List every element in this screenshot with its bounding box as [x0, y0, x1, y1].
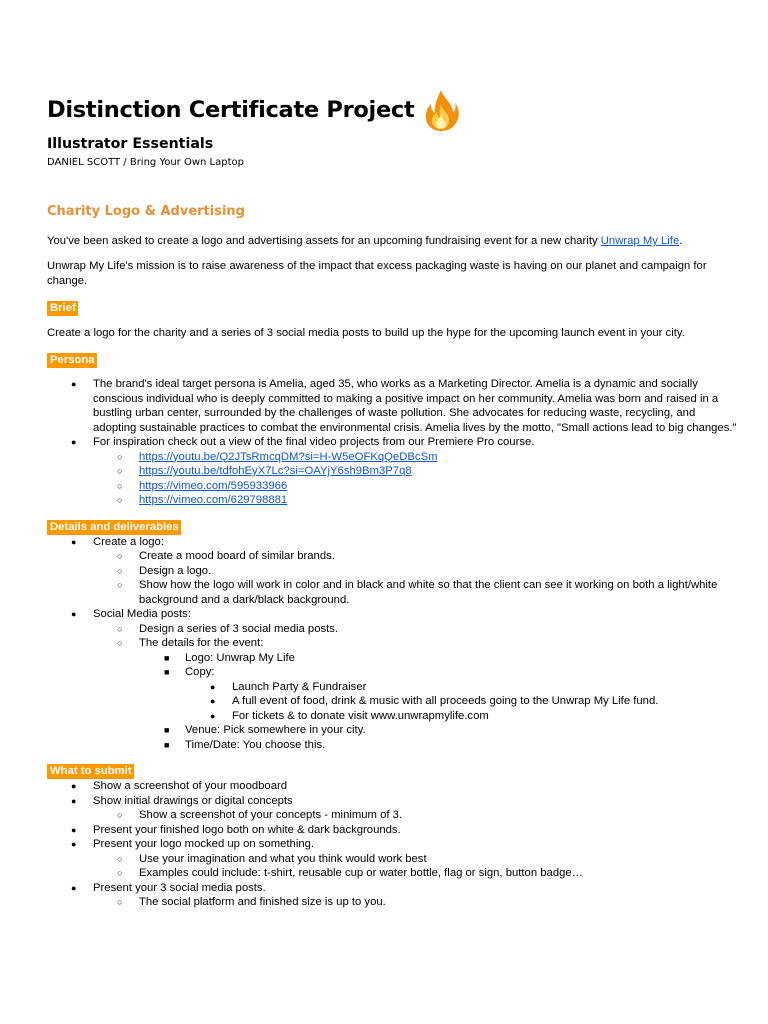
submit-item: Present your finished logo both on white & dark backgrounds.	[93, 823, 401, 836]
bullet-circle: ○	[117, 565, 123, 576]
bullet-circle: ○	[117, 853, 123, 864]
copy-item: Launch Party & Fundraiser	[232, 680, 367, 693]
brief-paragraph: Create a logo for the charity and a series of 3 social media posts to build up the hype for the upcoming launch event in your city.	[47, 327, 685, 339]
bullet-square: ■	[164, 652, 170, 663]
list-item	[47, 564, 737, 579]
video-link-1[interactable]: https://youtu.be/Q2JTsRmcqDM?si=H-W5eOFKqQeDBcSm	[139, 450, 438, 463]
list-item	[47, 636, 737, 651]
bullet-disc: ●	[71, 437, 77, 447]
bullet-disc: ●	[71, 882, 77, 893]
list-item	[47, 450, 737, 465]
charity-link[interactable]: Unwrap My Life	[600, 235, 680, 247]
list-item	[47, 794, 737, 809]
bullet-circle: ○	[117, 466, 123, 476]
video-link-4[interactable]: https://vimeo.com/629798881	[139, 494, 288, 506]
bullet-disc: ●	[210, 681, 216, 692]
logo-heading: Create a logo:	[93, 535, 164, 548]
intro-end: .	[679, 235, 683, 247]
bullet-disc: ●	[71, 609, 77, 619]
bullet-circle: ○	[117, 868, 123, 878]
list-item	[47, 837, 737, 852]
mission-paragraph: Unwrap My Life's mission is to raise awareness of the impact that excess packaging waste is having on our planet and campaign for change.	[47, 260, 707, 287]
document-page	[47, 86, 737, 910]
social-heading: Social Media posts:	[93, 608, 191, 620]
inspiration-text: For inspiration check out a view of the final video projects from our Premiere Pro course.	[93, 436, 535, 448]
event-venue: Venue: Pick somewhere in your city.	[185, 724, 366, 736]
details-list	[47, 535, 737, 753]
list-item	[47, 852, 737, 867]
logo-item: Show how the logo will work in color and in black and white so that the client can see it working on both a light/white background and a dark/black background.	[139, 579, 718, 606]
list-item	[47, 622, 737, 637]
submit-item: Show a screenshot of your moodboard	[93, 780, 288, 792]
list-item	[47, 578, 737, 607]
bullet-circle: ○	[117, 495, 123, 505]
document-subtitle: Illustrator Essentials	[47, 136, 214, 152]
list-item	[47, 493, 737, 508]
bullet-square: ■	[164, 725, 170, 735]
bullet-circle: ○	[117, 623, 123, 634]
list-item	[47, 723, 737, 738]
list-item	[47, 377, 737, 435]
bullet-disc: ●	[71, 781, 77, 791]
submit-item: The social platform and finished size is up to you.	[139, 896, 386, 908]
list-item	[47, 709, 737, 724]
event-time: Time/Date: You choose this.	[185, 738, 326, 751]
event-logo: Logo: Unwrap My Life	[185, 651, 295, 664]
brief-heading-wrap	[47, 299, 737, 316]
social-item: Design a series of 3 social media posts.	[139, 622, 339, 635]
list-item	[47, 881, 737, 896]
bullet-disc: ●	[71, 824, 77, 835]
bullet-circle: ○	[117, 551, 123, 561]
copy-item: A full event of food, drink & music with all proceeds going to the Unwrap My Life fund.	[232, 695, 659, 707]
bullet-disc: ●	[71, 795, 77, 806]
list-item	[47, 464, 737, 479]
author-line: DANIEL SCOTT / Bring Your Own Laptop	[47, 157, 244, 168]
social-item: The details for the event:	[139, 637, 264, 649]
intro-text: You've been asked to create a logo and advertising assets for an upcoming fundraising event for a new charity	[47, 235, 601, 247]
copy-item: For tickets & to donate visit www.unwrapmylife.com	[232, 709, 489, 722]
bullet-disc: ●	[71, 379, 77, 389]
list-item	[47, 895, 737, 910]
list-item	[47, 607, 737, 622]
submit-item: Use your imagination and what you think would work best	[139, 852, 427, 865]
submit-list	[47, 779, 737, 910]
list-item	[47, 866, 737, 881]
bullet-disc: ●	[71, 536, 77, 547]
submit-item: Present your logo mocked up on something.	[93, 838, 315, 850]
submit-item: Examples could include: t-shirt, reusable cup or water bottle, flag or sign, button badge…	[139, 867, 583, 879]
fire-icon	[422, 88, 460, 132]
brief-heading: Brief	[47, 301, 78, 316]
list-item	[47, 779, 737, 794]
title-text: Distinction Certificate Project	[47, 97, 415, 123]
list-item	[47, 738, 737, 753]
video-link-2[interactable]: https://youtu.be/tdfohEyX7Lc?si=OAYjY6sh9Bm3P7q8	[139, 465, 412, 477]
details-heading: Details and deliverables	[47, 520, 181, 535]
list-item	[47, 651, 737, 666]
bullet-circle: ○	[117, 480, 123, 491]
persona-heading: Persona	[47, 353, 97, 368]
list-item	[47, 808, 737, 823]
list-item	[47, 549, 737, 564]
submit-item: Show a screenshot of your concepts - minimum of 3.	[139, 809, 403, 821]
bullet-circle: ○	[117, 897, 123, 907]
list-item	[47, 823, 737, 838]
video-link-3[interactable]: https://vimeo.com/595933966	[139, 479, 288, 492]
list-item	[47, 665, 737, 680]
event-copy: Copy:	[185, 666, 215, 678]
bullet-disc: ●	[210, 710, 216, 721]
logo-item: Create a mood board of similar brands.	[139, 550, 335, 562]
submit-item: Show initial drawings or digital concepts	[93, 794, 293, 807]
intro-paragraph	[47, 234, 737, 249]
persona-heading-wrap	[47, 351, 737, 368]
persona-list	[47, 377, 737, 508]
section-heading: Charity Logo & Advertising	[47, 204, 245, 219]
bullet-circle: ○	[117, 810, 123, 820]
bullet-disc: ●	[71, 839, 77, 849]
persona-description: The brand's ideal target persona is Amelia, aged 35, who works as a Marketing Director. Amelia is a dynamic and socially conscious individual who is deeply committed to making a positive impact on her community. Amelia was born and raised in a bustling urban center, surrounded by the challenges of waste pollution. She advocates for reducing waste, recycling, and adopting sustainable practices to combat the environmental crisis. Amelia lives by the motto, "Small actions lead to big changes."	[93, 378, 737, 434]
list-item	[47, 535, 737, 550]
bullet-circle: ○	[117, 580, 123, 590]
bullet-circle: ○	[117, 451, 123, 462]
list-item	[47, 680, 737, 695]
list-item	[47, 479, 737, 494]
submit-heading-wrap	[47, 762, 737, 779]
bullet-disc: ●	[210, 696, 216, 706]
document-title	[47, 86, 737, 134]
list-item	[47, 694, 737, 709]
details-heading-wrap	[47, 518, 737, 535]
bullet-square: ■	[164, 739, 170, 750]
submit-item: Present your 3 social media posts.	[93, 881, 266, 894]
bullet-square: ■	[164, 667, 170, 677]
bullet-circle: ○	[117, 638, 123, 648]
logo-item: Design a logo.	[139, 564, 212, 577]
submit-heading: What to submit	[47, 764, 134, 779]
list-item	[47, 435, 737, 450]
